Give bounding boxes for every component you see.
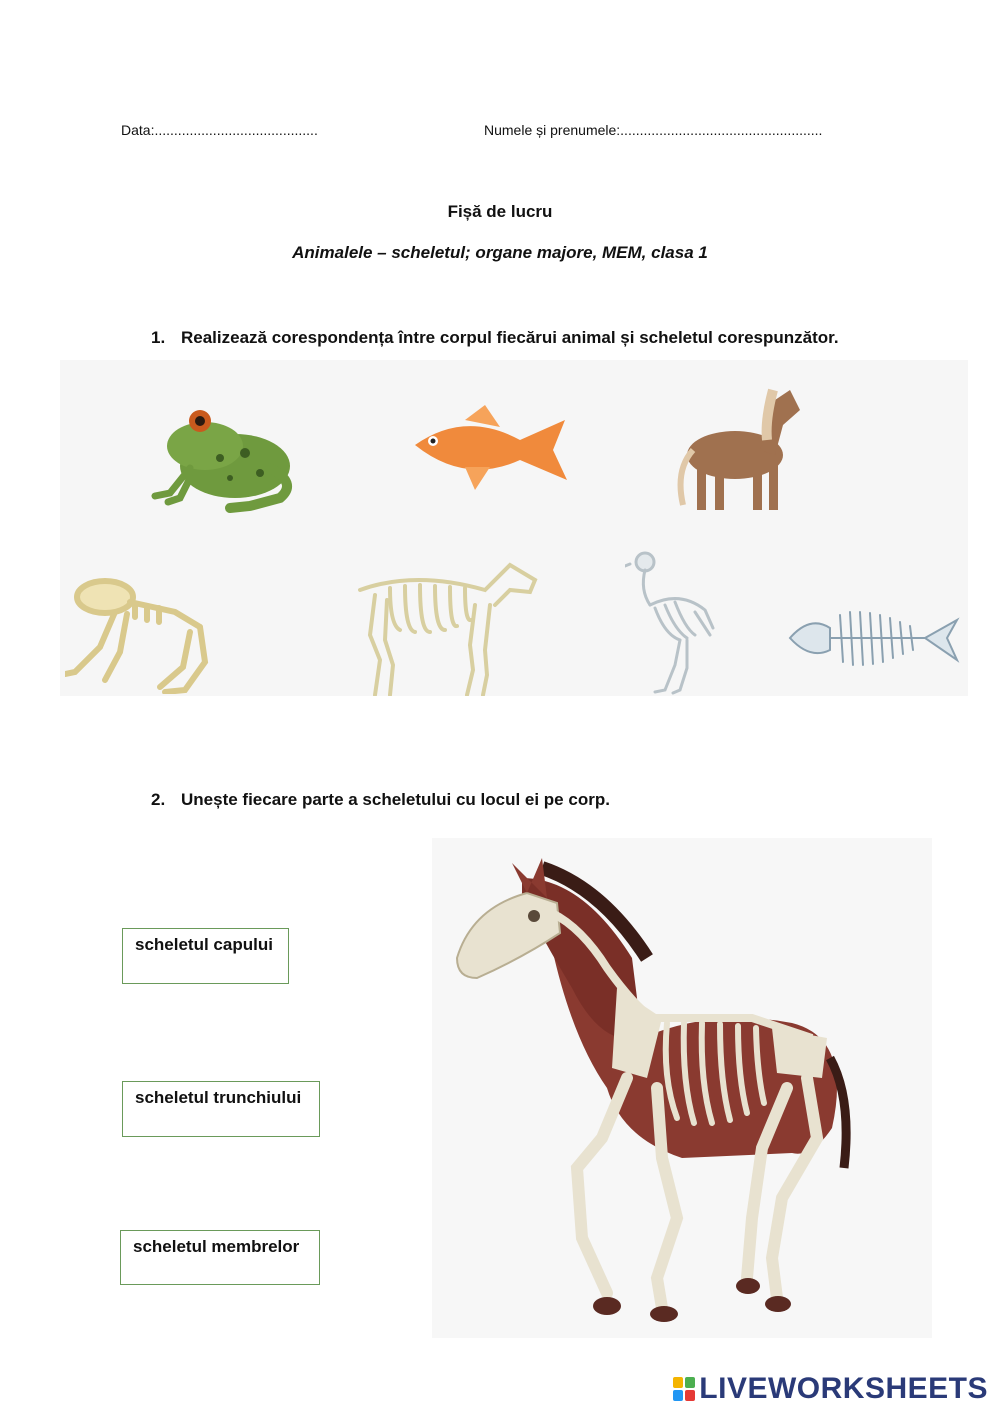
liveworksheets-icon: [673, 1377, 695, 1401]
label-box-limbs[interactable]: scheletul membrelor: [120, 1230, 320, 1285]
fish-image[interactable]: [405, 405, 575, 495]
frog-image[interactable]: [150, 398, 300, 513]
task-1-instruction: [151, 328, 839, 348]
task-2-number: 2.: [151, 790, 166, 809]
label-box-head[interactable]: scheletul capului: [122, 928, 289, 984]
name-field: Numele și prenumele:....................................................: [484, 122, 823, 138]
horse-anatomy-image[interactable]: [432, 838, 932, 1338]
horse-image[interactable]: [675, 380, 810, 515]
task-1-number: 1.: [151, 328, 166, 347]
page-subtitle: Animalele – scheletul; organe majore, MEM, clasa 1: [292, 243, 708, 262]
label-box-trunk[interactable]: scheletul trunchiului: [122, 1081, 320, 1137]
brand-name: LIVEWORKSHEETS: [699, 1372, 988, 1405]
brand-logo: [673, 1372, 988, 1406]
matching-panel: [60, 360, 968, 696]
frog-skeleton-image[interactable]: [65, 572, 215, 694]
task-2-text: Unește fiecare parte a scheletului cu locul ei pe corp.: [181, 790, 610, 809]
fish-skeleton-image[interactable]: [785, 600, 960, 680]
date-field: Data:..........................................: [121, 122, 318, 138]
bird-skeleton-image[interactable]: [625, 550, 720, 696]
horse-skeleton-image[interactable]: [345, 550, 545, 696]
task-1-text: Realizează corespondența între corpul fiecărui animal și scheletul corespunzător.: [181, 328, 839, 347]
task-2-instruction: [151, 790, 610, 810]
page-title: Fișă de lucru: [447, 202, 553, 221]
